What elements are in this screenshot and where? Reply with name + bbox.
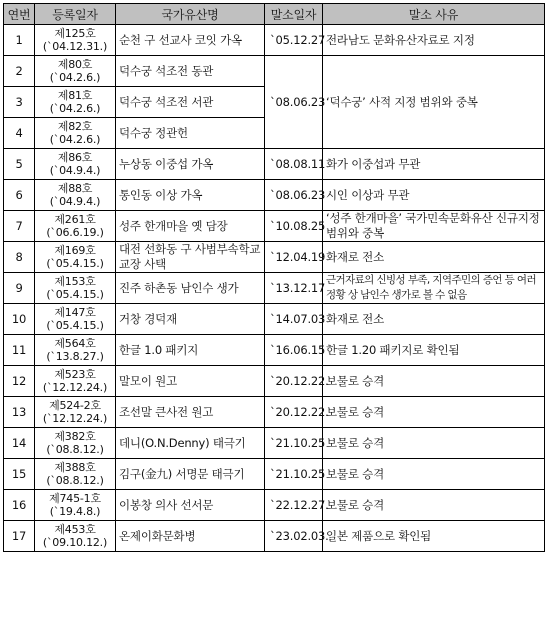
- header-cancel-reason: 말소 사유: [323, 4, 545, 25]
- header-serial: 연번: [4, 4, 35, 25]
- registration-cell: [35, 366, 116, 397]
- heritage-name-cell: 덕수궁 석조전 동관: [116, 56, 265, 87]
- serial-cell: 9: [4, 273, 35, 304]
- registration-cell: [35, 490, 116, 521]
- cancel-reason-cell: ‘덕수궁’ 사적 지정 범위와 중복: [323, 56, 545, 149]
- serial-cell: 12: [4, 366, 35, 397]
- heritage-name-cell: 누상동 이중섭 가옥: [116, 149, 265, 180]
- table-row: [4, 521, 545, 552]
- heritage-name-cell: 순천 구 선교사 코잇 가옥: [116, 25, 265, 56]
- registration-cell: [35, 118, 116, 149]
- serial-cell: 5: [4, 149, 35, 180]
- registration-number: 제453호: [54, 523, 96, 536]
- heritage-name-cell: 덕수궁 석조전 서관: [116, 87, 265, 118]
- registration-cell: [35, 211, 116, 242]
- registration-number: 제524-2호: [49, 399, 101, 412]
- registration-date: (`04.9.4.): [49, 195, 101, 208]
- registration-date: (`08.8.12.): [46, 443, 104, 456]
- heritage-name-cell: 온제이화문화병: [116, 521, 265, 552]
- cancel-date-cell: `12.04.19: [265, 242, 323, 273]
- cancel-date-cell: `21.10.25: [265, 428, 323, 459]
- registration-number: 제86호: [57, 151, 93, 164]
- serial-cell: 10: [4, 304, 35, 335]
- registration-cell: [35, 180, 116, 211]
- registration-date: (`13.8.27.): [46, 350, 104, 363]
- cancel-date-cell: `08.06.23: [265, 56, 323, 149]
- cancel-reason-cell: 전라남도 문화유산자료로 지정: [323, 25, 545, 56]
- registration-date: (`09.10.12.): [42, 536, 108, 549]
- cancellation-table: [3, 3, 545, 552]
- registration-number: 제745-1호: [49, 492, 101, 505]
- cancel-date-cell: `10.08.25: [265, 211, 323, 242]
- table-row: [4, 180, 545, 211]
- table-row: [4, 428, 545, 459]
- registration-number: 제80호: [57, 58, 93, 71]
- registration-number: 제125호: [54, 27, 96, 40]
- registration-date: (`12.12.24.): [42, 381, 108, 394]
- table-row: [4, 56, 545, 87]
- serial-cell: 11: [4, 335, 35, 366]
- registration-date: (`04.12.31.): [42, 40, 108, 53]
- table-row: [4, 25, 545, 56]
- registration-number: 제169호: [54, 244, 96, 257]
- cancel-date-cell: `22.12.27.: [265, 490, 323, 521]
- heritage-name-cell: 거창 경덕재: [116, 304, 265, 335]
- registration-number: 제564호: [54, 337, 96, 350]
- serial-cell: 13: [4, 397, 35, 428]
- heritage-name-cell: 대전 선화동 구 사범부속학교 교장 사택: [116, 242, 265, 273]
- registration-number: 제88호: [57, 182, 93, 195]
- cancel-reason-cell: 보물로 승격: [323, 459, 545, 490]
- cancel-date-cell: `08.06.23: [265, 180, 323, 211]
- table-row: [4, 149, 545, 180]
- serial-cell: 16: [4, 490, 35, 521]
- registration-date: (`04.9.4.): [49, 164, 101, 177]
- heritage-name-cell: 성주 한개마을 옛 담장: [116, 211, 265, 242]
- heritage-name-cell: 통인동 이상 가옥: [116, 180, 265, 211]
- registration-number: 제147호: [54, 306, 96, 319]
- table-row: [4, 211, 545, 242]
- registration-number: 제523호: [54, 368, 96, 381]
- cancel-reason-cell: 시인 이상과 무관: [323, 180, 545, 211]
- registration-cell: [35, 428, 116, 459]
- registration-date: (`08.8.12.): [46, 474, 104, 487]
- heritage-name-cell: 이봉창 의사 선서문: [116, 490, 265, 521]
- serial-cell: 3: [4, 87, 35, 118]
- registration-date: (`19.4.8.): [49, 505, 101, 518]
- registration-date: (`05.4.15.): [46, 319, 104, 332]
- table-row: [4, 273, 545, 304]
- registration-cell: [35, 459, 116, 490]
- cancel-reason-cell: 화가 이중섭과 무관: [323, 149, 545, 180]
- serial-cell: 2: [4, 56, 35, 87]
- registration-cell: [35, 335, 116, 366]
- cancel-reason-cell: 보물로 승격: [323, 428, 545, 459]
- serial-cell: 4: [4, 118, 35, 149]
- cancel-date-cell: `13.12.17: [265, 273, 323, 304]
- header-registration: 등록일자: [35, 4, 116, 25]
- header-heritage-name: 국가유산명: [116, 4, 265, 25]
- cancel-date-cell: `16.06.15: [265, 335, 323, 366]
- cancel-reason-cell: 한글 1.20 패키지로 확인됨: [323, 335, 545, 366]
- cancel-date-cell: `20.12.22.: [265, 366, 323, 397]
- heritage-name-cell: 데니(O.N.Denny) 태극기: [116, 428, 265, 459]
- registration-cell: [35, 304, 116, 335]
- registration-cell: [35, 149, 116, 180]
- registration-number: 제382호: [54, 430, 96, 443]
- serial-cell: 6: [4, 180, 35, 211]
- heritage-name-cell: 한글 1.0 패키지: [116, 335, 265, 366]
- cancel-reason-cell: 보물로 승격: [323, 490, 545, 521]
- registration-number: 제82호: [57, 120, 93, 133]
- registration-date: (`04.2.6.): [49, 133, 101, 146]
- registration-date: (`05.4.15.): [46, 257, 104, 270]
- heritage-name-cell: 덕수궁 정관헌: [116, 118, 265, 149]
- table-row: [4, 397, 545, 428]
- serial-cell: 8: [4, 242, 35, 273]
- cancel-date-cell: `20.12.22.: [265, 397, 323, 428]
- registration-date: (`04.2.6.): [49, 71, 101, 84]
- registration-number: 제81호: [57, 89, 93, 102]
- registration-number: 제153호: [54, 275, 96, 288]
- table-row: [4, 459, 545, 490]
- cancel-reason-cell: 화재로 전소: [323, 242, 545, 273]
- registration-number: 제388호: [54, 461, 96, 474]
- cancel-reason-cell: 화재로 전소: [323, 304, 545, 335]
- registration-cell: [35, 87, 116, 118]
- cancel-date-cell: `05.12.27: [265, 25, 323, 56]
- cancel-date-cell: `23.02.03.: [265, 521, 323, 552]
- cancel-date-cell: `14.07.03: [265, 304, 323, 335]
- registration-cell: [35, 56, 116, 87]
- heritage-name-cell: 말모이 원고: [116, 366, 265, 397]
- table-row: [4, 366, 545, 397]
- registration-date: (`05.4.15.): [46, 288, 104, 301]
- registration-date: (`04.2.6.): [49, 102, 101, 115]
- cancel-date-cell: `21.10.25: [265, 459, 323, 490]
- cancel-reason-cell: 보물로 승격: [323, 397, 545, 428]
- registration-date: (`12.12.24.): [42, 412, 108, 425]
- registration-number: 제261호: [54, 213, 96, 226]
- serial-cell: 1: [4, 25, 35, 56]
- table-header-row: [4, 4, 545, 25]
- registration-cell: [35, 521, 116, 552]
- registration-date: (`06.6.19.): [46, 226, 104, 239]
- heritage-name-cell: 김구(金九) 서명문 태극기: [116, 459, 265, 490]
- registration-cell: [35, 273, 116, 304]
- cancel-reason-cell: 근거자료의 신빙성 부족, 지역주민의 증언 등 여러 정황 상 남인수 생가로 볼 수 없음: [323, 273, 545, 304]
- cancel-date-cell: `08.08.11: [265, 149, 323, 180]
- registration-cell: [35, 397, 116, 428]
- registration-cell: [35, 25, 116, 56]
- serial-cell: 14: [4, 428, 35, 459]
- table-row: [4, 335, 545, 366]
- registration-cell: [35, 242, 116, 273]
- serial-cell: 17: [4, 521, 35, 552]
- table-row: [4, 242, 545, 273]
- cancel-reason-cell: 일본 제품으로 확인됨: [323, 521, 545, 552]
- cancel-reason-cell: ‘성주 한개마을’ 국가민속문화유산 신규지정 범위와 중복: [323, 211, 545, 242]
- heritage-name-cell: 조선말 큰사전 원고: [116, 397, 265, 428]
- cancel-reason-cell: 보물로 승격: [323, 366, 545, 397]
- serial-cell: 15: [4, 459, 35, 490]
- table-row: [4, 490, 545, 521]
- header-cancel-date: 말소일자: [265, 4, 323, 25]
- heritage-name-cell: 진주 하촌동 남인수 생가: [116, 273, 265, 304]
- table-row: [4, 304, 545, 335]
- serial-cell: 7: [4, 211, 35, 242]
